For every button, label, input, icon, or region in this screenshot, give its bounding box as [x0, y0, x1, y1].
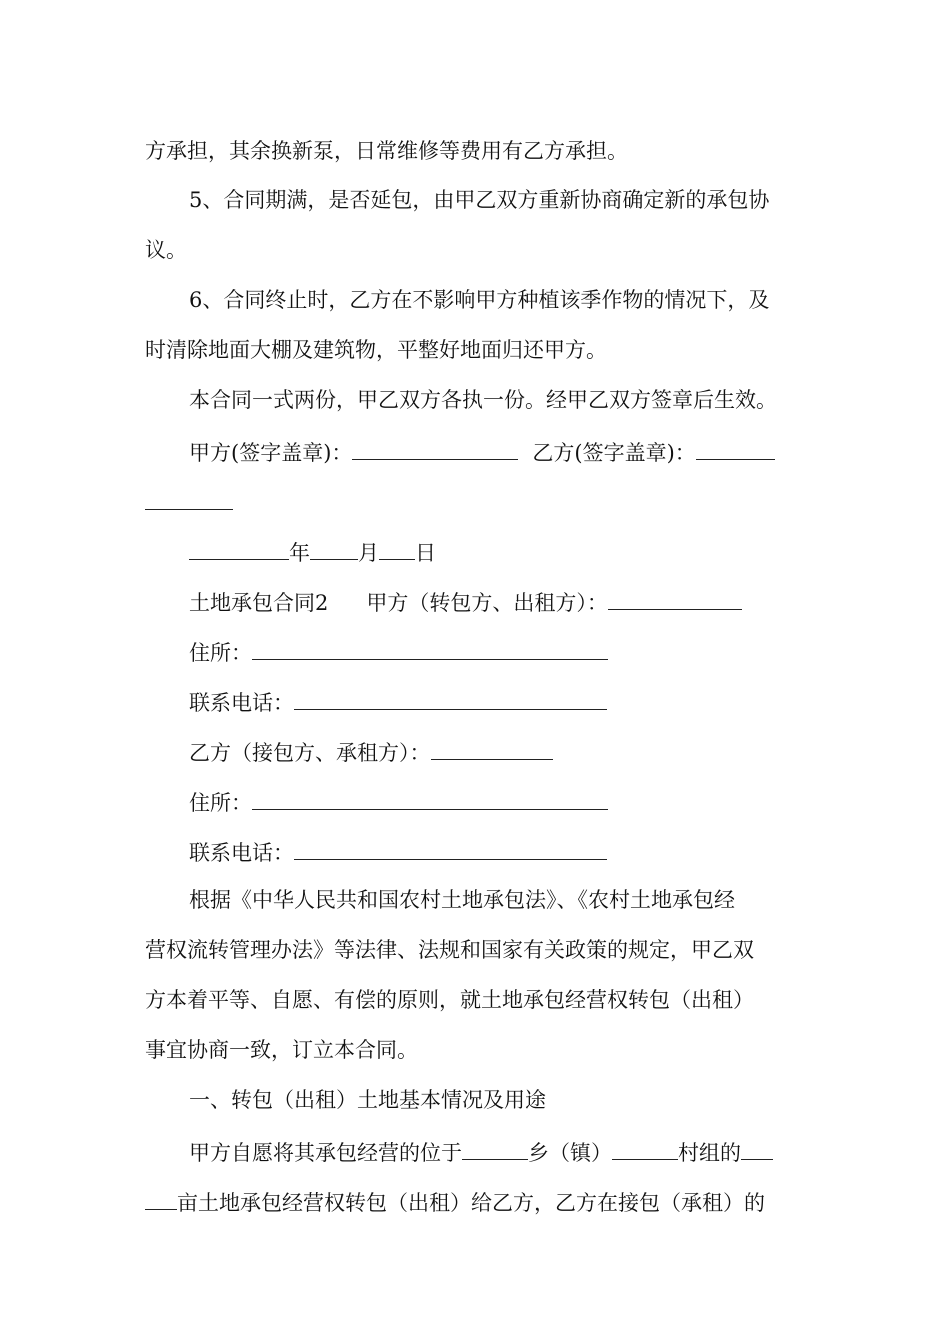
contract2-header-line — [0, 585, 950, 618]
area-blank-continued — [145, 1185, 177, 1210]
village-blank — [612, 1135, 678, 1160]
phone-blank — [294, 685, 607, 710]
paragraph-line — [0, 1035, 950, 1065]
year-blank — [189, 535, 289, 560]
section-heading — [0, 1085, 950, 1115]
paragraph-line — [0, 1135, 950, 1168]
text: 根据《中华人民共和国农村土地承包法》、《农村土地承包经 — [189, 888, 735, 912]
paragraph-line — [0, 1185, 950, 1218]
text: 亩土地承包经营权转包（出租）给乙方，乙方在接包（承租）的 — [177, 1191, 765, 1215]
text: 议。 — [145, 238, 187, 262]
party-a-signature-label: 甲方(签字盖章)： — [189, 441, 353, 465]
address-blank — [252, 635, 608, 660]
text: 村组的 — [678, 1141, 741, 1165]
text: 乡（镇） — [528, 1141, 612, 1165]
paragraph-line — [0, 385, 950, 415]
text: 事宜协商一致，订立本合同。 — [145, 1038, 418, 1062]
phone-label: 联系电话： — [189, 691, 294, 715]
contract2-title: 土地承包合同2 — [189, 591, 329, 615]
party-b-signature-blank-continued — [145, 485, 233, 510]
month-blank — [310, 535, 358, 560]
phone-blank — [294, 835, 607, 860]
paragraph-line — [0, 285, 950, 315]
text: 5、合同期满，是否延包，由甲乙双方重新协商确定新的承包协 — [189, 188, 770, 212]
text: 6、合同终止时，乙方在不影响甲方种植该季作物的情况下，及 — [189, 288, 770, 312]
day-label: 日 — [415, 541, 436, 565]
paragraph-line — [0, 985, 950, 1015]
phone-line — [0, 685, 950, 718]
address-label: 住所： — [189, 791, 252, 815]
date-line — [0, 535, 950, 568]
address-line — [0, 785, 950, 818]
month-label: 月 — [358, 541, 379, 565]
township-blank — [462, 1135, 528, 1160]
party-a-blank — [608, 585, 742, 610]
paragraph-line — [0, 136, 950, 166]
signature-line-continued — [0, 485, 950, 518]
paragraph-line — [0, 935, 950, 965]
address-line — [0, 635, 950, 668]
party-b-line — [0, 735, 950, 768]
text: 营权流转管理办法》等法律、法规和国家有关政策的规定，甲乙双 — [145, 938, 754, 962]
signature-line — [0, 435, 950, 468]
text: 甲方自愿将其承包经营的位于 — [189, 1141, 462, 1165]
paragraph-line — [0, 235, 950, 265]
party-b-blank — [431, 735, 553, 760]
party-b-label: 乙方（接包方、承租方）： — [189, 741, 431, 765]
text: 方承担，其余换新泵，日常维修等费用有乙方承担。 — [145, 139, 628, 163]
paragraph-line — [0, 335, 950, 365]
text: 本合同一式两份，甲乙双方各执一份。经甲乙双方签章后生效。 — [189, 388, 777, 412]
text: 方本着平等、自愿、有偿的原则，就土地承包经营权转包（出租） — [145, 988, 754, 1012]
party-b-signature-label: 乙方(签字盖章)： — [532, 441, 696, 465]
day-blank — [379, 535, 415, 560]
year-label: 年 — [289, 541, 310, 565]
party-b-signature-blank — [696, 435, 775, 460]
paragraph-line — [0, 885, 950, 915]
party-a-signature-blank — [352, 435, 518, 460]
paragraph-line — [0, 185, 950, 215]
phone-label: 联系电话： — [189, 841, 294, 865]
section-heading-text: 一、转包（出租）土地基本情况及用途 — [189, 1088, 546, 1112]
address-label: 住所： — [189, 641, 252, 665]
text: 时清除地面大棚及建筑物，平整好地面归还甲方。 — [145, 338, 607, 362]
phone-line — [0, 835, 950, 868]
party-a-label: 甲方（转包方、出租方）： — [366, 591, 608, 615]
address-blank — [252, 785, 608, 810]
area-blank — [741, 1135, 773, 1160]
